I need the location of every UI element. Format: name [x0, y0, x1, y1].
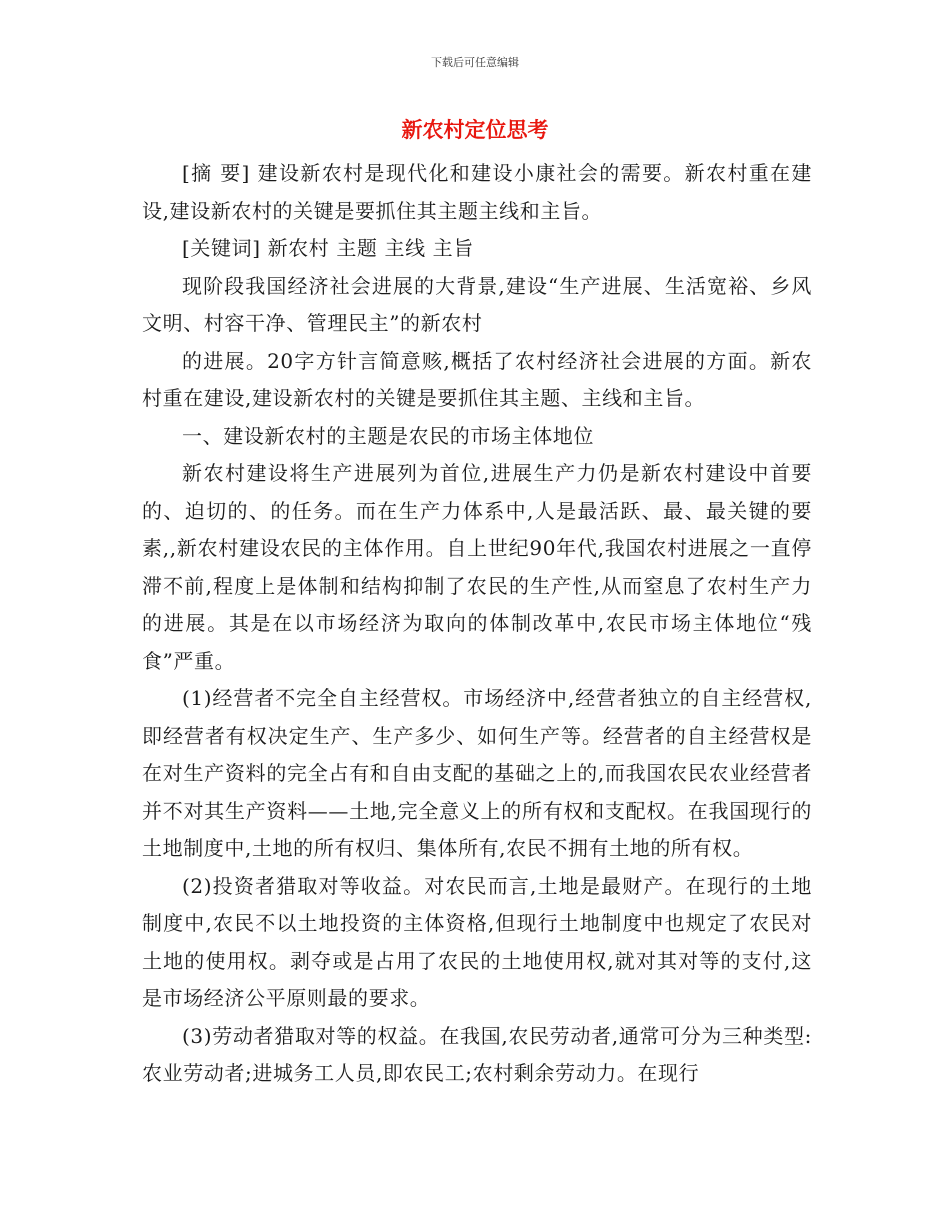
abstract-paragraph: [摘 要] 建设新农村是现代化和建设小康社会的需要。新农村重在建设,建设新农村的关键是要抓住其主题主线和主旨。: [142, 161, 812, 223]
page-header-note: 下载后可任意编辑: [431, 56, 519, 69]
body-paragraph: (1)经营者不完全自主经营权。市场经济中,经营者独立的自主经营权,即经营者有权决定生产、生产多少、如何生产等。经营者的自主经营权是在对生产资料的完全占有和自由支配的基础之上的,而我国农民农业经营者并不对其生产资料——土地,完全意义上的所有权和支配权。在我国现行的土地制度中,土地的所有权归、集体所有,农民不拥有土地的所有权。: [142, 686, 812, 860]
body-paragraph: (3)劳动者猎取对等的权益。在我国,农民劳动者,通常可分为三种类型:农业劳动者;进城务工人员,即农民工;农村剩余劳动力。在现行: [142, 1023, 812, 1085]
document-body: [142, 155, 812, 1093]
section-heading: 一、建设新农村的主题是农民的市场主体地位: [182, 423, 594, 448]
body-paragraph: 现阶段我国经济社会进展的大背景,建设“生产进展、生活宽裕、乡风文明、村容干净、管理民主”的新农村: [142, 273, 812, 335]
keywords-paragraph: [关键词] 新农村 主题 主线 主旨: [182, 236, 474, 260]
body-paragraph: 新农村建设将生产进展列为首位,进展生产力仍是新农村建设中首要的、迫切的、的任务。而在生产力体系中,人是最活跃、最、最关键的要素,,新农村建设农民的主体作用。自上世纪90年代,我国农村进展之一直停滞不前,程度上是体制和结构抑制了农民的生产性,从而窒息了农村生产力的进展。其是在以市场经济为取向的体制改革中,农民市场主体地位“残食”严重。: [142, 461, 812, 673]
body-paragraph: 的进展。20字方针言简意赅,概括了农村经济社会进展的方面。新农村重在建设,建设新农村的关键是要抓住其主题、主线和主旨。: [142, 348, 812, 410]
body-paragraph: (2)投资者猎取对等收益。对农民而言,土地是最财产。在现行的土地制度中,农民不以土地投资的主体资格,但现行土地制度中也规定了农民对土地的使用权。剥夺或是占用了农民的土地使用权,就对其对等的支付,这是市场经济公平原则最的要求。: [142, 873, 812, 1010]
document-title: 新农村定位思考: [401, 118, 549, 142]
